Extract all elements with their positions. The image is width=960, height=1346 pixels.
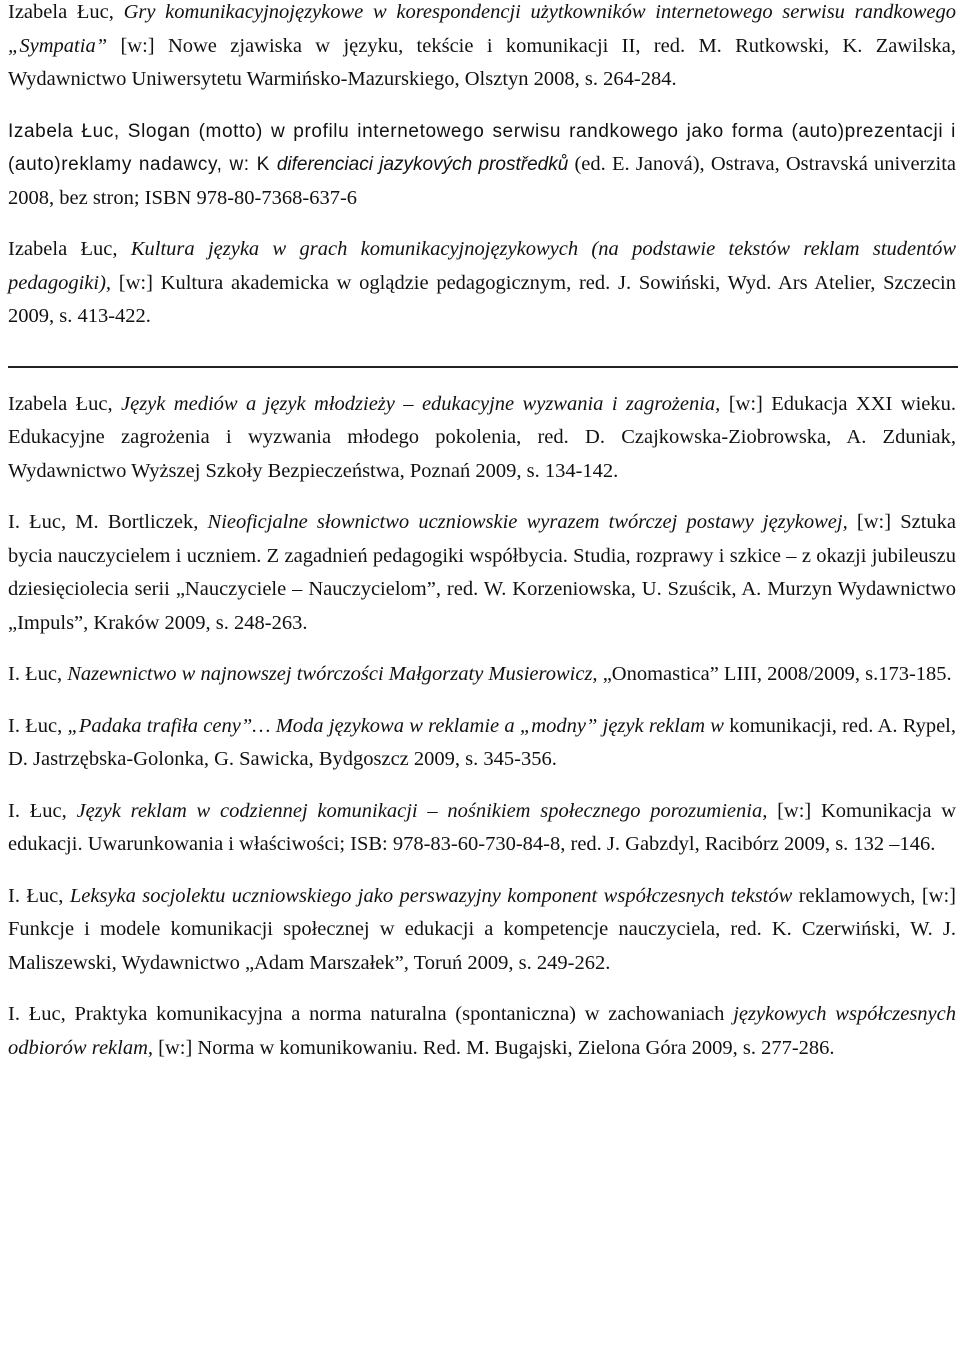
entry-title: językowych współczesnych odbiorów reklam, — [8, 1003, 956, 1059]
bibliography-entry — [8, 880, 956, 981]
bibliography-entry — [8, 998, 956, 1065]
bibliography-entry — [8, 506, 956, 640]
entry-title: Język reklam w codziennej komunikacji – nośnikiem społecznego porozumienia, — [76, 799, 768, 822]
entry-details: [w:] Edukacja XXI wieku. Edukacyjne zagrożenia i wyzwania młodego pokolenia, red. D. Czajkowska-Ziobrowska, A. Zduniak, Wydawnictwo Wyższej Szkoły Bezpieczeństwa, Poznań 2009, s. 134-142. — [8, 392, 957, 482]
entry-title: Nazewnictwo w najnowszej twórczości Małgorzaty Musierowicz, — [67, 663, 598, 685]
entry-details: [w:] Nowe zjawiska w języku, tekście i komunikacji II, red. M. Rutkowski, K. Zawilska, Wydawnictwo Uniwersytetu Warmińsko-Mazurskiego, Olsztyn 2008, s. 264-284. — [8, 34, 956, 90]
bibliography-entry — [8, 795, 956, 862]
entry-title: diferenciaci jazykových prostředků — [276, 154, 569, 175]
entry-details: (ed. E. Janová), Ostrava, Ostravská univerzita 2008, bez stron; ISBN 978-80-7368-637-6 — [8, 153, 956, 209]
entry-details: [w:] Sztuka bycia nauczycielem i uczniem. Z zagadnień pedagogiki współbycia. Studia, rozprawy i szkice – z okazji jubileuszu dziesięciolecia serii „Nauczyciele – Nauczycielom”, red. W. Korzeniowska, U. Szuścik, A. Murzyn Wydawnictwo „Impuls”, Kraków 2009, s. 248-263. — [8, 511, 957, 634]
entry-title: Kultura języka w grach komunikacyjnojęzykowych (na podstawie tekstów reklam studentów pedagogiki), — [8, 238, 956, 294]
bibliography-entry — [8, 0, 956, 97]
bibliography-entry — [8, 710, 956, 777]
section-divider — [8, 366, 958, 368]
entry-author: I. Łuc, — [8, 663, 68, 685]
bibliography-page — [8, 0, 956, 1065]
entry-details: [w:] Kultura akademicka w oglądzie pedagogicznym, red. J. Sowiński, Wyd. Ars Atelier, Szczecin 2009, s. 413-422. — [8, 271, 956, 327]
entry-author: Izabela Łuc, Slogan (motto) w profilu internetowego serwisu randkowego jako forma (auto)prezentacji i (auto)reklamy nadawcy, w: K — [8, 120, 956, 175]
entry-title: Język mediów a język młodzieży – edukacyjne wyzwania i zagrożenia, — [121, 392, 721, 415]
entry-author: Izabela Łuc, — [8, 392, 121, 415]
entry-author: I. Łuc, — [8, 799, 77, 822]
entry-details: [w:] Komunikacja w edukacji. Uwarunkowania i właściwości; ISB: 978-83-60-730-84-8, red. J. Gabzdyl, Racibórz 2009, s. 132 –146. — [8, 799, 957, 855]
entry-title: Leksyka socjolektu uczniowskiego jako perswazyjny komponent współczesnych tekstów — [69, 884, 793, 907]
entry-author: I. Łuc, Praktyka komunikacyjna a norma naturalna (spontaniczna) w zachowaniach — [8, 1003, 734, 1025]
entry-author: Izabela Łuc, — [8, 238, 131, 260]
entry-author: I. Łuc, — [8, 884, 70, 907]
entry-author: Izabela Łuc, — [8, 1, 124, 23]
entry-details: „Onomastica” LIII, 2008/2009, s.173-185. — [597, 663, 952, 685]
entry-title: Nieoficjalne słownictwo uczniowskie wyrazem twórczej postawy językowej, — [207, 511, 848, 533]
entry-title: „Padaka trafiła ceny”… Moda językowa w reklamie a „modny” język reklam w — [67, 714, 724, 737]
bibliography-entry — [8, 115, 956, 216]
entry-details: [w:] Norma w komunikowaniu. Red. M. Bugajski, Zielona Góra 2009, s. 277-286. — [153, 1036, 835, 1059]
entry-details: reklamowych, [w:] Funkcje i modele komunikacji społecznej w edukacji a kompetencje nauczyciela, red. K. Czerwiński, W. J. Maliszewski, Wydawnictwo „Adam Marszałek”, Toruń 2009, s. 249-262. — [8, 884, 956, 974]
bibliography-entry — [8, 658, 956, 692]
entry-title: Gry komunikacyjnojęzykowe w korespondencji użytkowników internetowego serwisu randkowego „Sympatia” — [8, 1, 956, 57]
entry-details: komunikacji, red. A. Rypel, D. Jastrzębska-Golonka, G. Sawicka, Bydgoszcz 2009, s. 345-356. — [8, 714, 956, 770]
entry-author: I. Łuc, M. Bortliczek, — [8, 511, 208, 533]
bibliography-entry — [8, 388, 956, 489]
entry-author: I. Łuc, — [8, 714, 68, 737]
bibliography-entry — [8, 233, 956, 334]
